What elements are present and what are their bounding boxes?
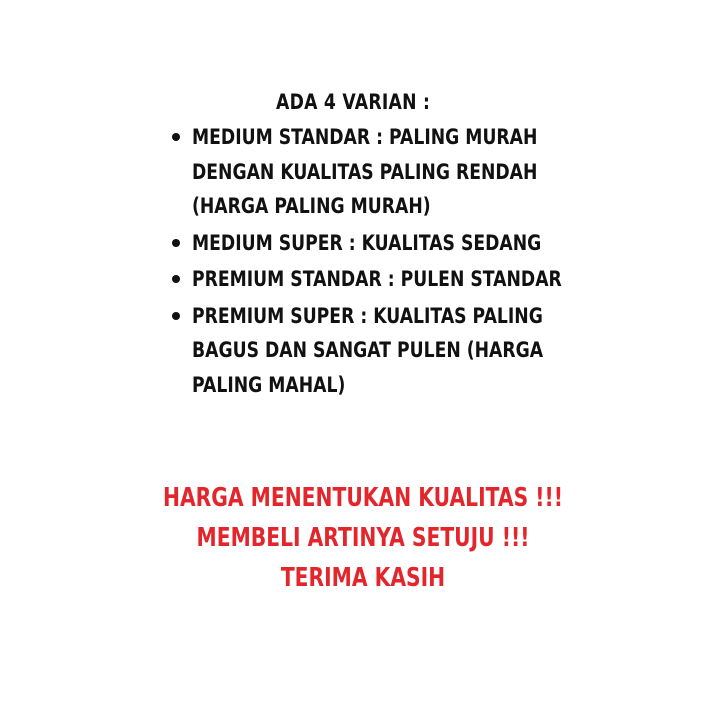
bullet-icon — [172, 133, 180, 141]
closing-line-price-quality: HARGA MENENTUKAN KUALITAS !!! — [162, 483, 563, 513]
variant-text: MEDIUM SUPER : KUALITAS SEDANG — [192, 230, 542, 255]
closing-line-thanks: TERIMA KASIH — [280, 563, 446, 593]
closing-line-agreement: MEMBELI ARTINYA SETUJU !!! — [196, 523, 530, 553]
bullet-icon — [172, 275, 180, 283]
variant-list — [172, 120, 602, 404]
variant-text: PREMIUM SUPER : KUALITAS PALING BAGUS DAN SANGAT PULEN (HARGA PALING MAHAL) — [192, 303, 544, 397]
variant-item-medium-super — [172, 226, 602, 261]
bullet-icon — [172, 239, 180, 247]
bullet-icon — [172, 312, 180, 320]
variant-item-premium-standar — [172, 262, 602, 297]
closing-message — [0, 478, 726, 598]
variant-text: PREMIUM STANDAR : PULEN STANDAR — [192, 267, 562, 291]
variant-item-premium-super — [172, 299, 602, 403]
variants-heading: ADA 4 VARIAN : — [276, 90, 431, 114]
variant-text: MEDIUM STANDAR : PALING MURAH DENGAN KUALITAS PALING RENDAH (HARGA PALING MURAH) — [192, 125, 538, 218]
variant-item-medium-standar — [172, 120, 602, 224]
